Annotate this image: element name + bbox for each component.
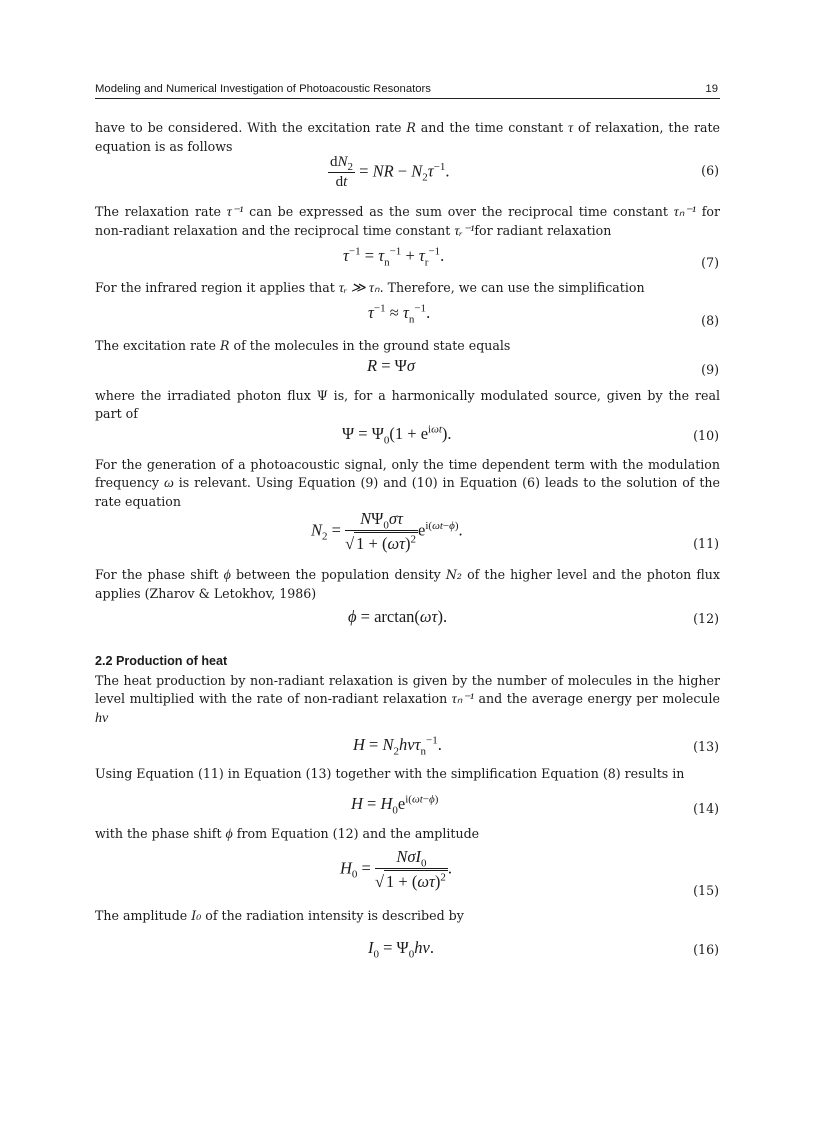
paragraph-infrared: For the infrared region it applies that τᵣ ≫ τₙ. Therefore, we can use the simplification (95, 280, 645, 296)
running-header (95, 83, 720, 99)
paragraph-amplitude-intro: with the phase shift ϕ from Equation (12) and the amplitude (95, 826, 480, 842)
equation-7: $\tau^{-1} = \tau_n^{-1} + \tau_r^{-1}$. (7) (343, 245, 719, 270)
page-number: 19 (705, 83, 718, 95)
paragraph-phase-shift: For the phase shift ϕ between the population density N₂ of the higher level and the photon flux applies (Zharov & Letokhov, 1986) (95, 567, 720, 601)
paragraph-excitation-rate: The excitation rate R of the molecules in the ground state equals (95, 338, 511, 353)
running-title: Modeling and Numerical Investigation of Photoacoustic Resonators (95, 83, 431, 95)
paragraph-rate-intro: have to be considered. With the excitation rate R and the time constant τ of relaxation, the rate equation is as follows (95, 120, 720, 154)
paragraph-radiation-intensity: The amplitude I₀ of the radiation intensity is described by (95, 908, 464, 923)
equation-9: R = Ψσ (9) (367, 356, 719, 377)
paragraph-heat-production: The heat production by non-radiant relaxation is given by the number of molecules in the higher level multiplied with the rate of non-radiant relaxation τₙ⁻¹ and the average energy per molecule hν (95, 673, 721, 726)
paragraph-using-equations: Using Equation (11) in Equation (13) together with the simplification Equation (8) results in (95, 766, 685, 781)
paragraph-generation: For the generation of a photoacoustic signal, only the time dependent term with the modulation frequency ω is relevant. Using Equation (9) and (10) in Equation (6) leads to the solution of the rate equation (95, 457, 720, 509)
equation-10: $\Psi = \Psi_0(1 + e^{i\omega t})$. (10) (342, 423, 719, 447)
equation-14: $H = H_0e^{i(\omega t-\phi)}$ (14) (351, 793, 719, 817)
equation-6: $\frac{dN_2}{dt}$ = NR − $N_2\tau^{-1}$. (6) (330, 154, 719, 190)
equation-12: ϕ = arctan(ωτ). (12) (348, 607, 719, 626)
paragraph-relaxation-rate: The relaxation rate τ⁻¹ can be expressed as the sum over the reciprocal time constant τₙ⁻¹ for non-radiant relaxation and the reciprocal time constant τᵣ⁻¹for radiant relaxation (95, 204, 720, 239)
paragraph-photon-flux: where the irradiated photon flux Ψ is, for a harmonically modulated source, given by the real part of (95, 388, 720, 421)
equation-15: $H_0$ = $\frac{N\sigma I_0}{√ 1 + (\omega\tau)^2}$ . (15) (340, 847, 719, 898)
equation-8: $\tau^{-1} \approx \tau_n^{-1}$. (8) (368, 302, 719, 328)
equation-16: $I_0 = \Psi_0h\nu$. (16) (368, 938, 719, 961)
equation-11: $N_2$ = $\frac{N\Psi_0\sigma\tau}{√ 1 + (\omega\tau)^2}$ $e^{i(\omega t-\phi)}$. (11) (311, 509, 719, 553)
equation-13: $H = N_2h\nu\tau_n^{-1}$. (13) (353, 734, 719, 758)
section-heading: 2.2 Production of heat (95, 654, 228, 668)
